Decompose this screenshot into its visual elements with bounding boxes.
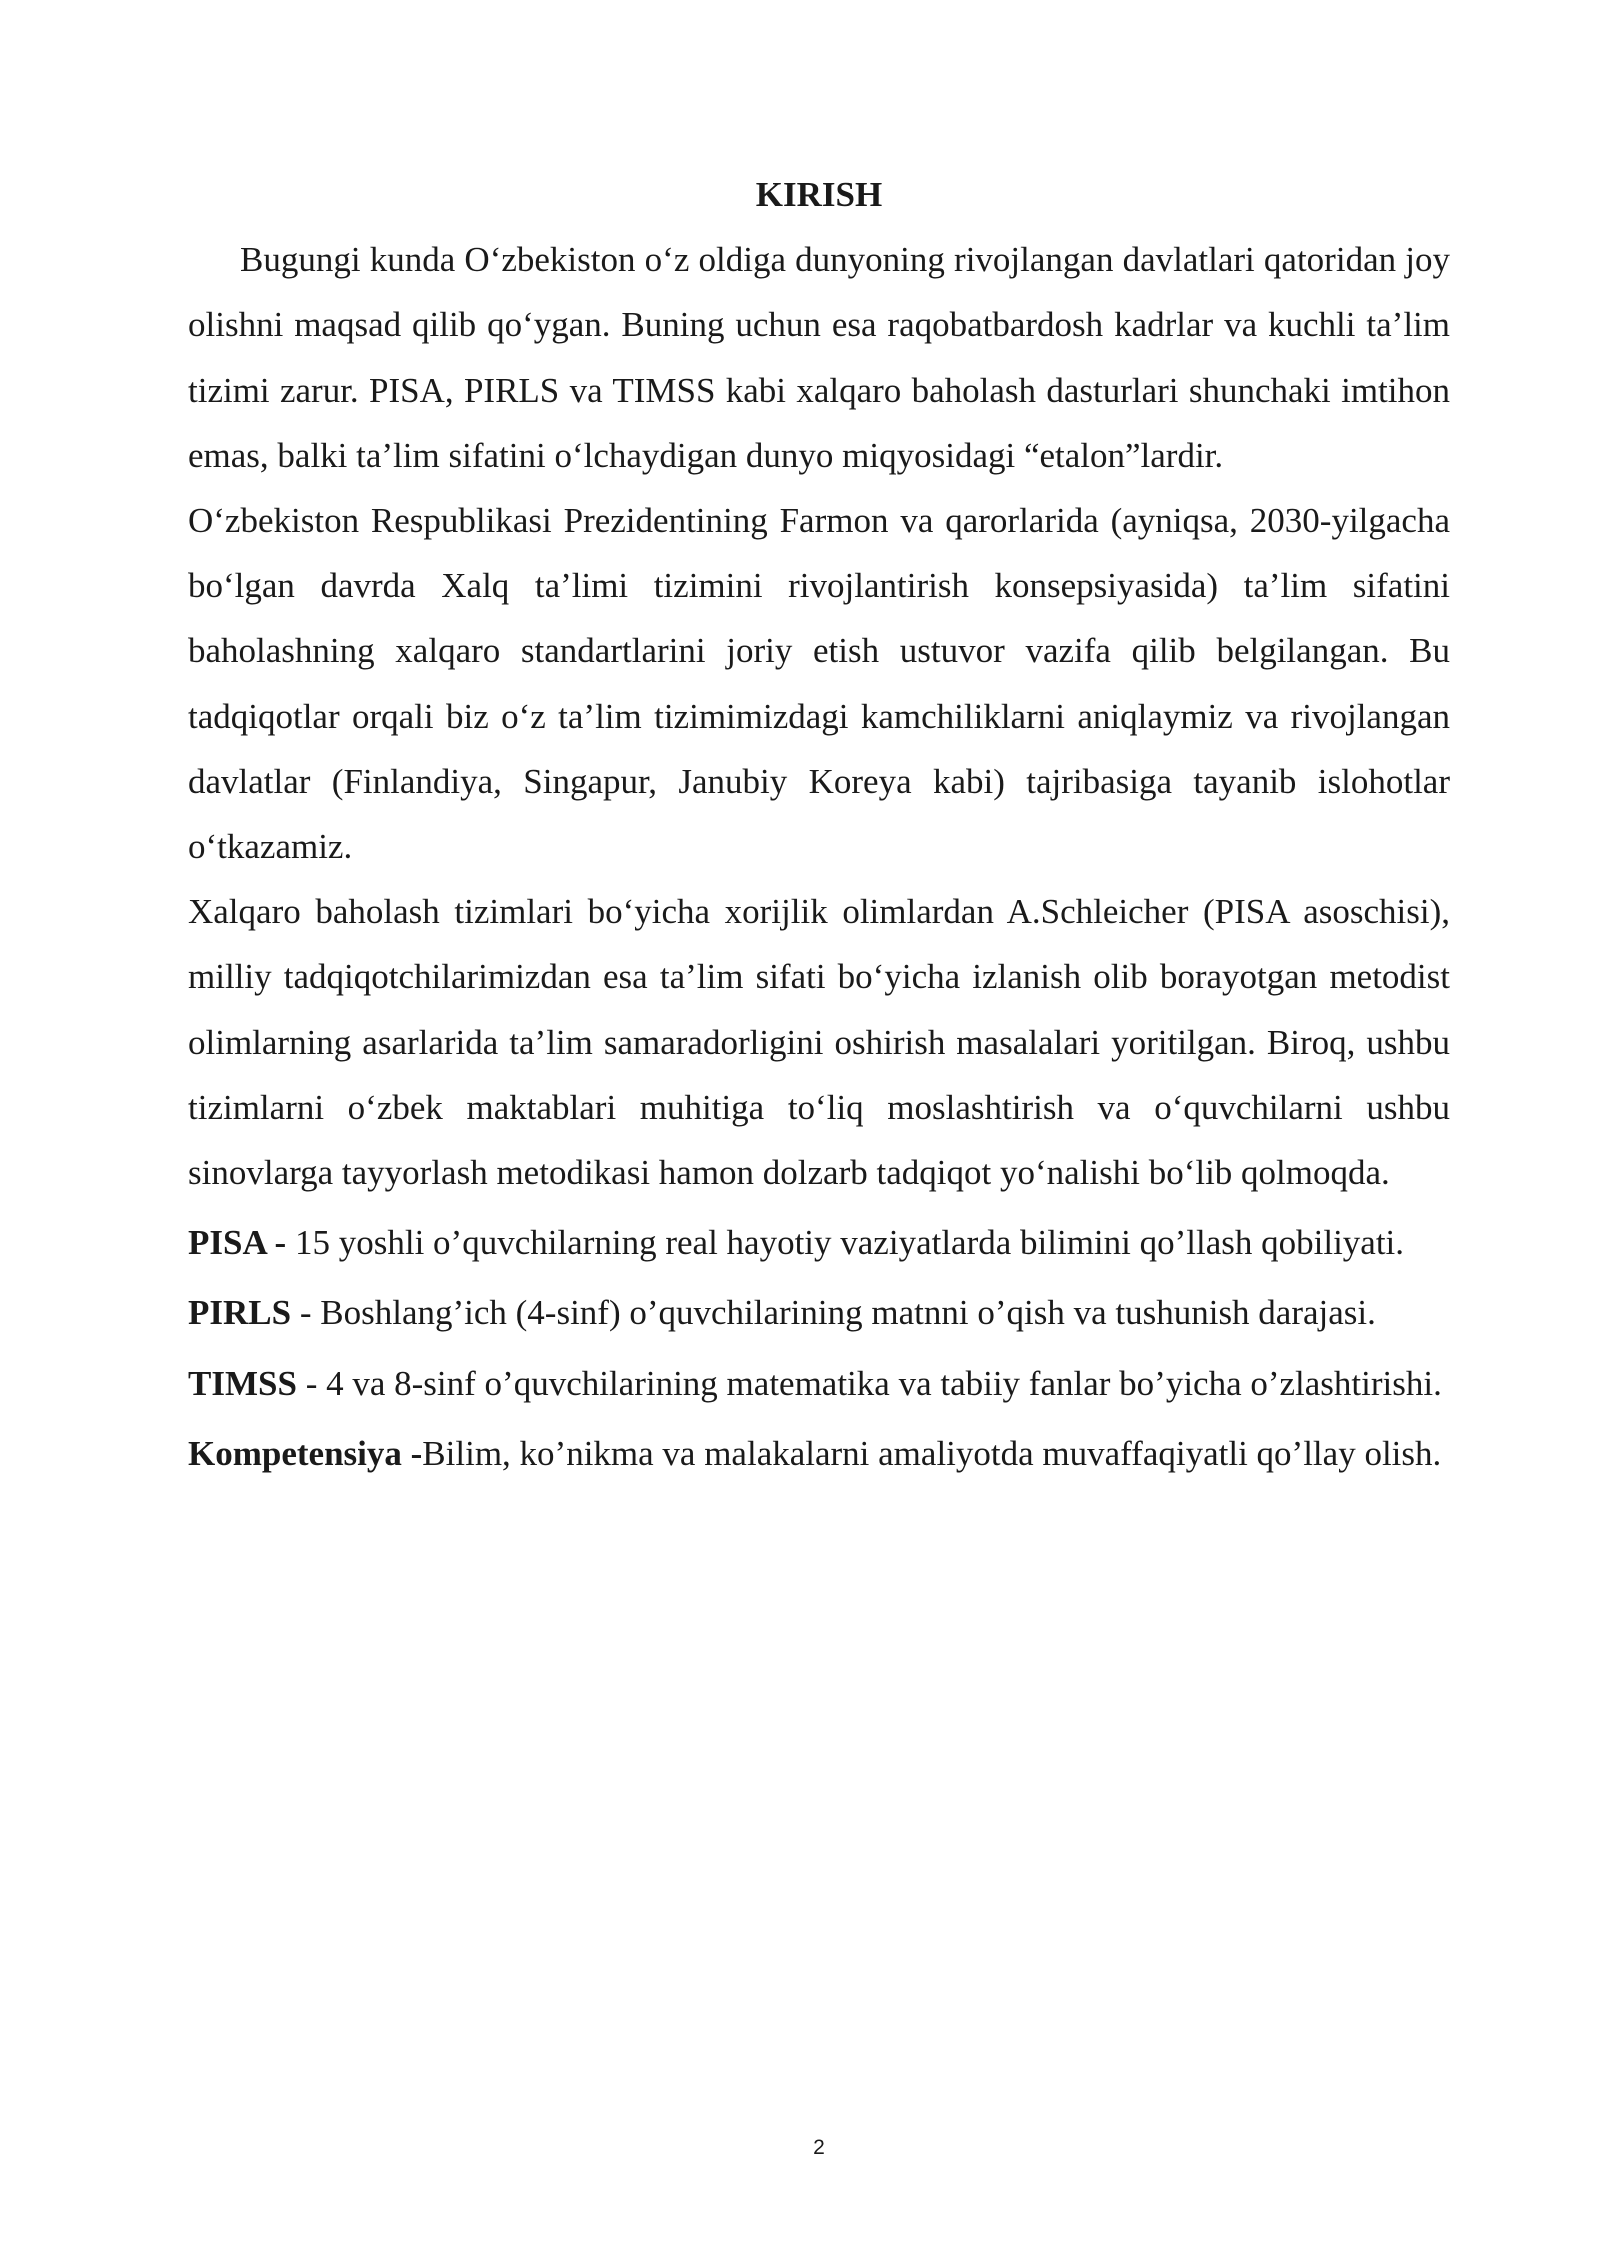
definition-kompetensiya bbox=[188, 1421, 1450, 1486]
definition-pirls bbox=[188, 1280, 1450, 1345]
page-number: 2 bbox=[813, 2136, 825, 2159]
definition-term: TIMSS bbox=[188, 1363, 297, 1403]
definition-term: PISA - bbox=[188, 1223, 295, 1263]
definition-text: - 4 va 8-sinf o’quvchilarining matematika va tabiiy fanlar bo’yicha o’zlashtirishi. bbox=[296, 1363, 1442, 1403]
definition-term: PIRLS bbox=[188, 1293, 292, 1333]
page-content bbox=[188, 162, 1450, 1486]
definition-text: Bilim, ko’nikma va malakalarni amaliyotda muvaffaqiyatli qo’llay olish. bbox=[422, 1433, 1442, 1473]
definition-term: Kompetensiya - bbox=[188, 1433, 423, 1473]
body-paragraph: Bugungi kunda O‘zbekiston o‘z oldiga dunyoning rivojlangan davlatlari qatoridan joy olishni maqsad qilib qo‘ygan. Buning uchun esa raqobatbardosh kadrlar va kuchli ta’lim tizimi zarur. PISA, PIRLS va TIMSS kabi xalqaro baholash dasturlari shunchaki imtihon emas, balki ta’lim sifatini o‘lchaydigan dunyo miqyosidagi “etalon”lardir. bbox=[188, 240, 1450, 475]
definition-timss bbox=[188, 1351, 1450, 1416]
body-paragraph: Xalqaro baholash tizimlari bo‘yicha xorijlik olimlardan A.Schleicher (PISA asoschisi), milliy tadqiqotchilarimizdan esa ta’lim sifati bo‘yicha izlanish olib borayotgan metodist olimlarning asarlarida ta’lim samaradorligini oshirish masalalari yoritilgan. Biroq, ushbu tizimlarni o‘zbek maktablari muhitiga to‘liq moslashtirish va o‘quvchilarni ushbu sinovlarga tayyorlash metodikasi hamon dolzarb tadqiqot yo‘nalishi bo‘lib qolmoqda. bbox=[188, 892, 1450, 1193]
definition-text: - Boshlang’ich (4-sinf) o’quvchilarining matnni o’qish va tushunish darajasi. bbox=[291, 1293, 1376, 1333]
definition-text: 15 yoshli o’quvchilarning real hayotiy vaziyatlarda bilimini qo’llash qobiliyati. bbox=[294, 1223, 1405, 1263]
definition-pisa bbox=[188, 1210, 1450, 1275]
body-paragraph: O‘zbekiston Respublikasi Prezidentining Farmon va qarorlarida (ayniqsa, 2030-yilgacha bo‘lgan davrda Xalq ta’limi tizimini rivojlantirish konsepsiyasida) ta’lim sifatini baholashning xalqaro standartlarini joriy etish ustuvor vazifa qilib belgilangan. Bu tadqiqotlar orqali biz o‘z ta’lim tizimimizdagi kamchiliklarni aniqlaymiz va rivojlangan davlatlar (Finlandiya, Singapur, Janubiy Koreya kabi) tajribasiga tayanib islohotlar o‘tkazamiz. bbox=[188, 501, 1450, 867]
section-title: KIRISH bbox=[755, 175, 883, 214]
